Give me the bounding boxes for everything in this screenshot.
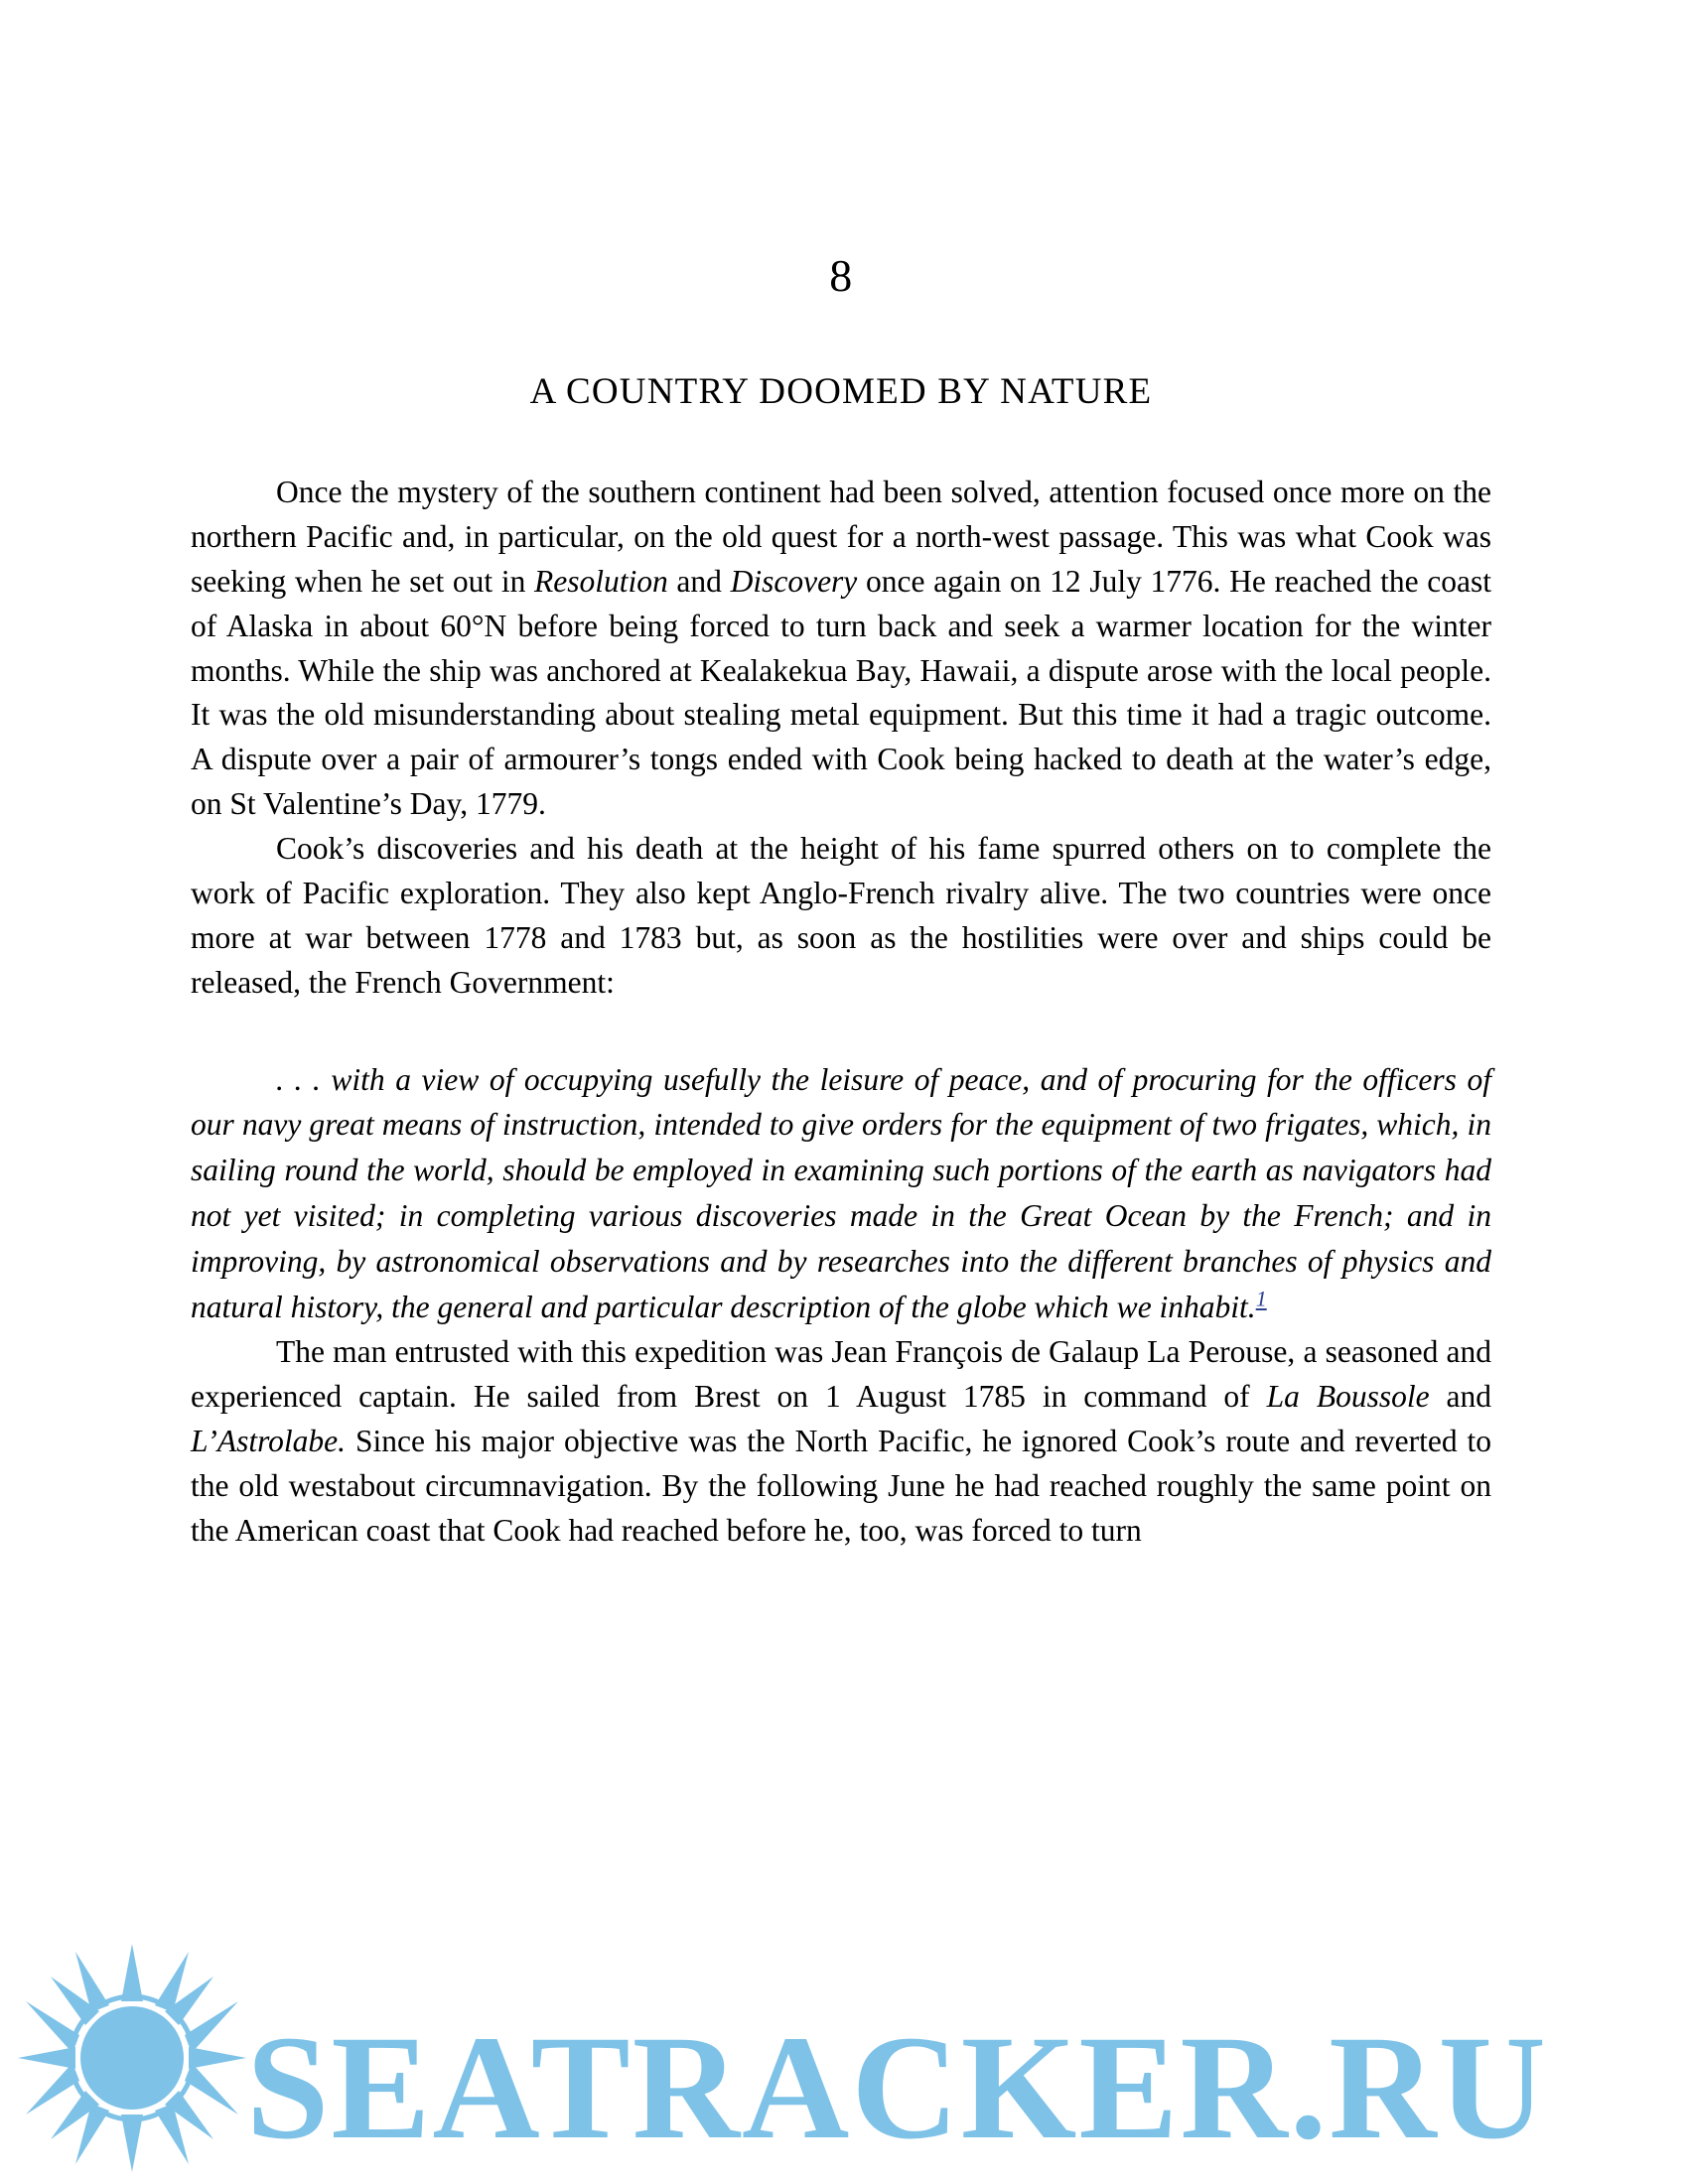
watermark-text <box>246 2005 1548 2170</box>
ship-name-la-boussole: La Boussole <box>1266 1379 1430 1415</box>
paragraph-1-part-2: and <box>667 563 731 599</box>
paragraph-3-part-2: and <box>1429 1379 1492 1415</box>
ship-name-resolution: Resolution <box>534 563 668 599</box>
ship-name-discovery: Discovery <box>730 563 858 599</box>
paragraph-3-part-1: The man entrusted with this expedition was Jean François de Galaup La Perouse, a seasoned and experienced captain. He sailed from Brest on 1 August 1785 in command of <box>191 1334 1491 1415</box>
paragraph-2: Cook’s discoveries and his death at the height of his fame spurred others on to complete the work of Pacific exploration. They also kept Anglo-French rivalry alive. The two countries were once more at war between 1778 and 1783 but, as soon as the hostilities were over and ships could be released, the French Government: <box>191 831 1491 1000</box>
paragraph-1 <box>191 471 1491 827</box>
paragraph-1-part-3: once again on 12 July 1776. He reached the coast of Alaska in about 60°N before being forced to turn back and seek a warmer location for the winter months. While the ship was anchored at Kealakekua Bay, Hawaii, a dispute arose with the local people. It was the old misunderstanding about stealing metal equipment. But this time it had a tragic outcome. A dispute over a pair of armourer’s tongs ended with Cook being hacked to death at the water’s edge, on St Valentine’s Day, 1779. <box>191 563 1491 822</box>
paragraph-3 <box>191 1330 1491 1553</box>
paragraph-1-part-1: Once the mystery of the southern continent had been solved, attention focused once more on the northern Pacific and, in particular, on the old quest for a north-west passage. This was what Cook was seeking when he set out in <box>191 475 1491 599</box>
chapter-number: 8 <box>829 250 853 301</box>
footnote-reference-1[interactable]: 1 <box>1255 1286 1267 1311</box>
watermark-text-label: SEATRACKER.RU <box>246 2005 1548 2170</box>
block-quote-text: . . . with a view of occupying usefully the leisure of peace, and of procuring for the officers of our navy great means of instruction, intended to give orders for the equipment of two frigates, which, in sailing round the world, should be employed in examining such portions of the earth as navigators had not yet visited; in completing various discoveries made in the Great Ocean by the French; and in improving, by astronomical observations and by researches into the different branches of physics and natural history, the general and particular description of the globe which we inhabit. <box>191 1061 1491 1325</box>
sun-burst-icon <box>18 1944 246 2172</box>
block-quote <box>191 1057 1491 1331</box>
paragraph-3-part-3: Since his major objective was the North Pacific, he ignored Cook’s route and reverted to the old westabout circumnavigation. By the following June he had reached roughly the same point on the American coast that Cook had reached before he, too, was forced to turn <box>191 1424 1491 1548</box>
watermark <box>0 1886 1688 2184</box>
chapter-title: A COUNTRY DOOMED BY NATURE <box>529 371 1153 412</box>
page-content <box>191 0 1491 1554</box>
ship-name-lastrolabe: L’Astrolabe. <box>191 1424 347 1459</box>
